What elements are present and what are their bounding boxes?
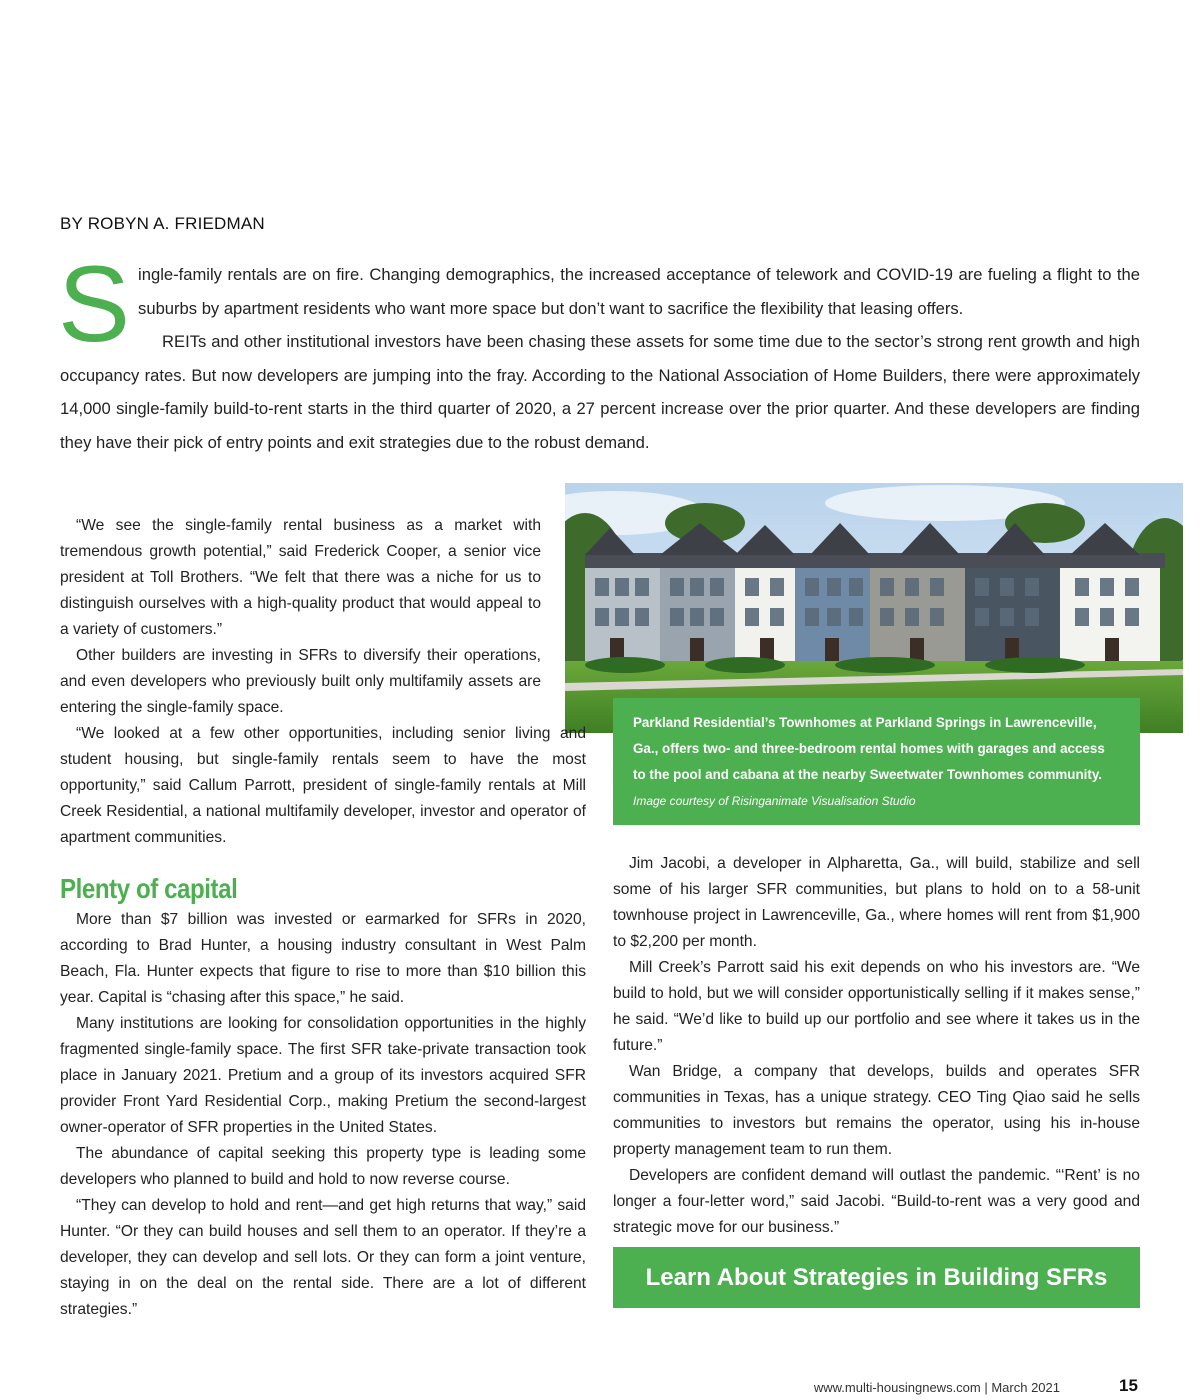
body-paragraph: Other builders are investing in SFRs to diversify their operations, and even developers who previously built only multifamily assets are entering the single-family space. — [60, 647, 541, 716]
learn-strategies-button[interactable]: Learn About Strategies in Building SFRs — [613, 1247, 1140, 1308]
body-paragraph: Many institutions are looking for consolidation opportunities in the highly fragmented single-family space. The first SFR take-private transaction took place in January 2021. Pretium and a group of its investors acquired SFR provider Front Yard Residential Corp., making Pretium the second-largest owner-operator of SFR properties in the United States. — [60, 1015, 586, 1136]
body-paragraph: Mill Creek’s Parrott said his exit depends on who his investors are. “We build to hold, but we will consider opportunistically selling if it makes sense,” he said. “We’d like to build up our portfolio and see where it takes us in the future.” — [613, 959, 1140, 1054]
left-column — [60, 513, 586, 1323]
caption-credit: Image courtesy of Risinganimate Visualisation Studio — [633, 794, 916, 808]
footer-site-date: www.multi-housingnews.com | March 2021 — [813, 1380, 1060, 1395]
body-paragraph: “We see the single-family rental business as a market with tremendous growth potential,” said Frederick Cooper, a senior vice president at Toll Brothers. “We felt that there was a niche for us to distinguish ourselves with a high-quality product that would appeal to a variety of customers.” — [60, 517, 541, 638]
drop-cap: S — [58, 243, 131, 364]
body-paragraph: Jim Jacobi, a developer in Alpharetta, Ga., will build, stabilize and sell some of his larger SFR communities, but plans to hold on to a 58-unit townhouse project in Lawrenceville, Ga., where homes will rent from $1,900 to $2,200 per month. — [613, 855, 1140, 950]
byline: BY ROBYN A. FRIEDMAN — [60, 214, 265, 233]
intro-paragraph-2: REITs and other institutional investors have been chasing these assets for some time due to the sector’s strong rent growth and high occupancy rates. But now developers are jumping into the fray. According to the National Association of Home Builders, there were approximately 14,000 single-family build-to-rent starts in the third quarter of 2020, a 27 percent increase over the prior quarter. And these developers are finding they have their pick of entry points and exit strategies due to the robust demand. — [60, 332, 1140, 452]
body-paragraph: “They can develop to hold and rent—and get high returns that way,” said Hunter. “Or they can build houses and sell them to an operator. If they’re a developer, they can develop and sell lots. Or they can form a joint venture, staying in on the deal on the rental side. There are a lot of different strategies.” — [60, 1197, 586, 1318]
page-number: 15 — [1119, 1376, 1138, 1395]
body-paragraph: “We looked at a few other opportunities, including senior living and student housing, but single-family rentals seem to have the most opportunity,” said Callum Parrott, president of single-family rentals at Mill Creek Residential, a national multifamily developer, investor and operator of apartment communities. — [60, 725, 586, 846]
caption-text: Parkland Residential’s Townhomes at Parkland Springs in Lawrenceville, Ga., offers two- and three-bedroom rental homes with garages and access to the pool and cabana at the nearby Sweetwater Townhomes community. — [633, 715, 1105, 782]
body-paragraph: The abundance of capital seeking this property type is leading some developers who planned to build and hold to now reverse course. — [60, 1145, 586, 1188]
townhomes-photo — [565, 483, 1183, 733]
page-footer — [0, 1377, 1200, 1397]
intro-paragraph-1: ingle-family rentals are on fire. Changing demographics, the increased acceptance of telework and COVID-19 are fueling a flight to the suburbs by apartment residents who want more space but don’t want to sacrifice the flexibility that leasing offers. — [138, 265, 1140, 318]
section-heading: Plenty of capital — [60, 873, 238, 904]
article-intro — [58, 243, 1140, 459]
body-paragraph: Developers are confident demand will outlast the pandemic. “‘Rent’ is no longer a four-letter word,” said Jacobi. “Build-to-rent was a very good and strategic move for our business.” — [613, 1167, 1140, 1236]
body-paragraph: Wan Bridge, a company that develops, builds and operates SFR communities in Texas, has a unique strategy. CEO Ting Qiao said he sells communities to investors but remains the operator, using his in-house property management team to run them. — [613, 1063, 1140, 1158]
body-paragraph: More than $7 billion was invested or earmarked for SFRs in 2020, according to Brad Hunter, a housing industry consultant in West Palm Beach, Fla. Hunter expects that figure to rise to more than $10 billion this year. Capital is “chasing after this space,” he said. — [60, 911, 586, 1006]
photo-caption — [613, 698, 1140, 825]
right-column — [613, 851, 1140, 1241]
